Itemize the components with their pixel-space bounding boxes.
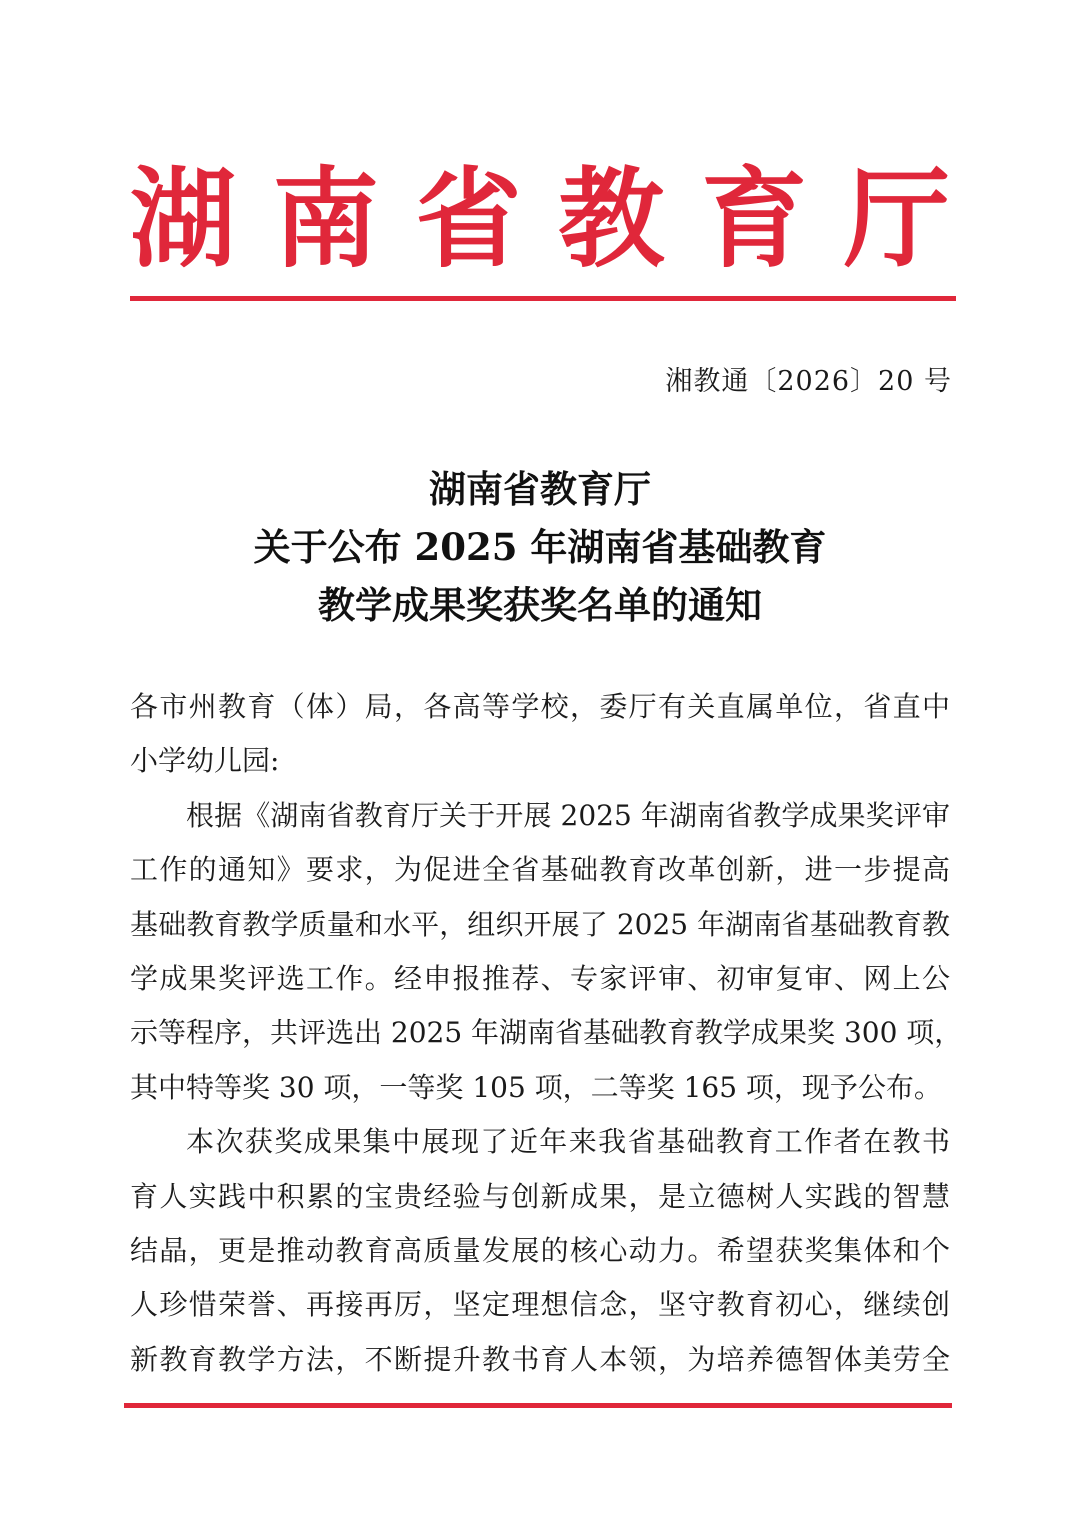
document-number: 湘教通〔2026〕20 号: [665, 366, 952, 397]
masthead-char: 省: [415, 156, 522, 283]
notice-title: [130, 460, 950, 634]
masthead-char: 南: [272, 156, 379, 283]
title-line: 关于公布 2025 年湖南省基础教育: [253, 525, 827, 569]
paragraph-line: 人珍惜荣誉、再接再厉，坚定理想信念，坚守教育初心，继续创: [130, 1288, 950, 1322]
paragraph-line: 根据《湖南省教育厅关于开展 2025 年湖南省教学成果奖评审: [186, 798, 950, 832]
salutation-line: 小学幼儿园:: [130, 744, 280, 778]
salutation-line: 各市州教育（体）局，各高等学校，委厅有关直属单位，省直中: [130, 690, 950, 723]
paragraph-line: 示等程序，共评选出 2025 年湖南省基础教育教学成果奖 300 项，: [130, 1016, 963, 1050]
notice-body: [130, 680, 963, 1387]
paragraph-line: 育人实践中积累的宝贵经验与创新成果，是立德树人实践的智慧: [130, 1179, 950, 1213]
paragraph-line: 结晶，更是推动教育高质量发展的核心动力。希望获奖集体和个: [130, 1233, 950, 1267]
masthead-char: 育: [701, 156, 808, 283]
masthead-char: 湖: [130, 156, 236, 283]
paragraph-line: 其中特等奖 30 项，一等奖 105 项，二等奖 165 项，现予公布。: [130, 1070, 942, 1104]
masthead-char: 教: [558, 156, 665, 283]
paragraph-line: 工作的通知》要求，为促进全省基础教育改革创新，进一步提高: [130, 853, 950, 887]
paragraph-line: 本次获奖成果集中展现了近年来我省基础教育工作者在教书: [186, 1125, 950, 1159]
masthead-char: 厅: [843, 156, 950, 283]
title-line: 湖南省教育厅: [429, 467, 651, 511]
paragraph-line: 学成果奖评选工作。经申报推荐、专家评审、初审复审、网上公: [130, 961, 950, 995]
masthead-title: [130, 156, 950, 283]
paragraph-line: 新教育教学方法，不断提升教书育人本领，为培养德智体美劳全: [130, 1342, 950, 1376]
masthead-red-divider: [130, 296, 956, 301]
paragraph-line: 基础教育教学质量和水平，组织开展了 2025 年湖南省基础教育教: [130, 907, 950, 941]
title-line: 教学成果奖获奖名单的通知: [318, 583, 762, 627]
footer-red-divider: [124, 1403, 952, 1408]
